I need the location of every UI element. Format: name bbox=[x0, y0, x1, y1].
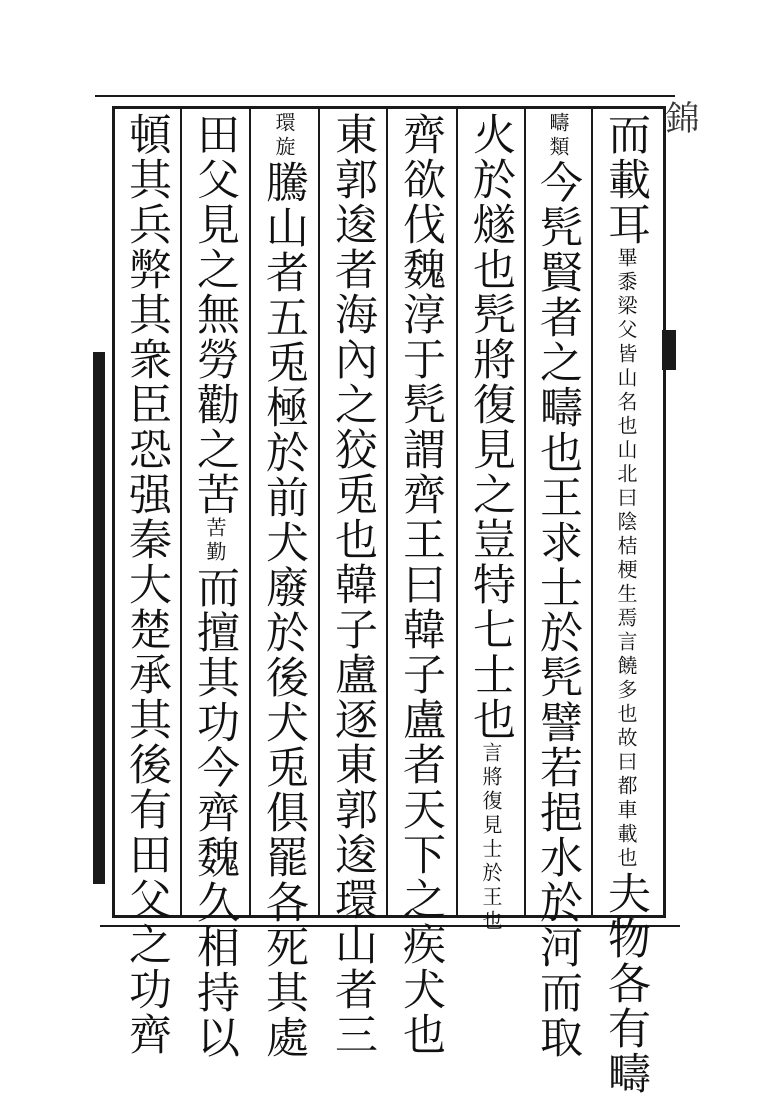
text-column-1 bbox=[598, 112, 654, 1096]
column-rule bbox=[180, 106, 182, 915]
inline-commentary bbox=[187, 517, 243, 565]
column-rule bbox=[524, 106, 526, 915]
column-rule bbox=[386, 106, 388, 915]
column-rule bbox=[249, 106, 251, 915]
column-main-text: 而載耳 bbox=[601, 112, 651, 247]
inline-commentary bbox=[463, 742, 519, 934]
column-rule bbox=[318, 106, 320, 915]
text-column-3 bbox=[463, 112, 519, 934]
inline-commentary bbox=[598, 247, 654, 871]
column-main-text: 齊欲伐魏淳于髠謂齊王曰韓子盧者天下之疾犬也 bbox=[396, 112, 446, 1057]
margin-glyph: 錦 bbox=[659, 100, 699, 164]
margin-ink-mark bbox=[662, 330, 676, 370]
column-rule bbox=[591, 106, 593, 915]
column-tail-text: 夫物各有疇 bbox=[601, 871, 651, 1096]
commentary-left: 勤 bbox=[203, 541, 227, 565]
column-main-text: 頓其兵弊其衆臣恐强秦大楚承其後有田父之功齊 bbox=[122, 112, 172, 1057]
column-main-text: 騰山者五兎極於前犬廢於後犬兎俱罷各死其處 bbox=[259, 160, 309, 1060]
column-main-text: 田父見之無勞勸之苦 bbox=[190, 112, 240, 517]
column-tail-text: 而擅其功今齊魏久相持以 bbox=[190, 565, 240, 1060]
commentary-head: 疇類 bbox=[546, 112, 570, 160]
top-rule bbox=[95, 95, 675, 97]
bottom-rule bbox=[100, 925, 680, 927]
commentary-left: 梗生焉言饒多也故曰都車載也 bbox=[614, 559, 638, 871]
column-main-text: 今髠賢者之疇也王求士於髠譬若挹水於河而取 bbox=[533, 160, 583, 1060]
binding-shadow bbox=[93, 352, 105, 884]
commentary-left: 士於王也 bbox=[479, 838, 503, 934]
text-column-8 bbox=[119, 112, 175, 1057]
text-column-6 bbox=[256, 112, 312, 1060]
column-rule bbox=[456, 106, 458, 915]
text-column-4 bbox=[393, 112, 449, 1057]
text-column-2 bbox=[530, 112, 586, 1060]
commentary-right: 言將復見 bbox=[479, 742, 503, 838]
commentary-right: 畢黍梁父皆山名也山北曰陰桔 bbox=[614, 247, 638, 559]
commentary-head: 環旋 bbox=[272, 112, 296, 160]
text-column-7 bbox=[187, 112, 243, 1060]
text-column-5 bbox=[325, 112, 381, 1057]
column-main-text: 火於燧也髠將復見之豈特七士也 bbox=[466, 112, 516, 742]
commentary-right: 苦 bbox=[203, 517, 227, 541]
column-main-text: 東郭逡者海內之狡兎也韓子盧逐東郭逡環山者三 bbox=[328, 112, 378, 1057]
